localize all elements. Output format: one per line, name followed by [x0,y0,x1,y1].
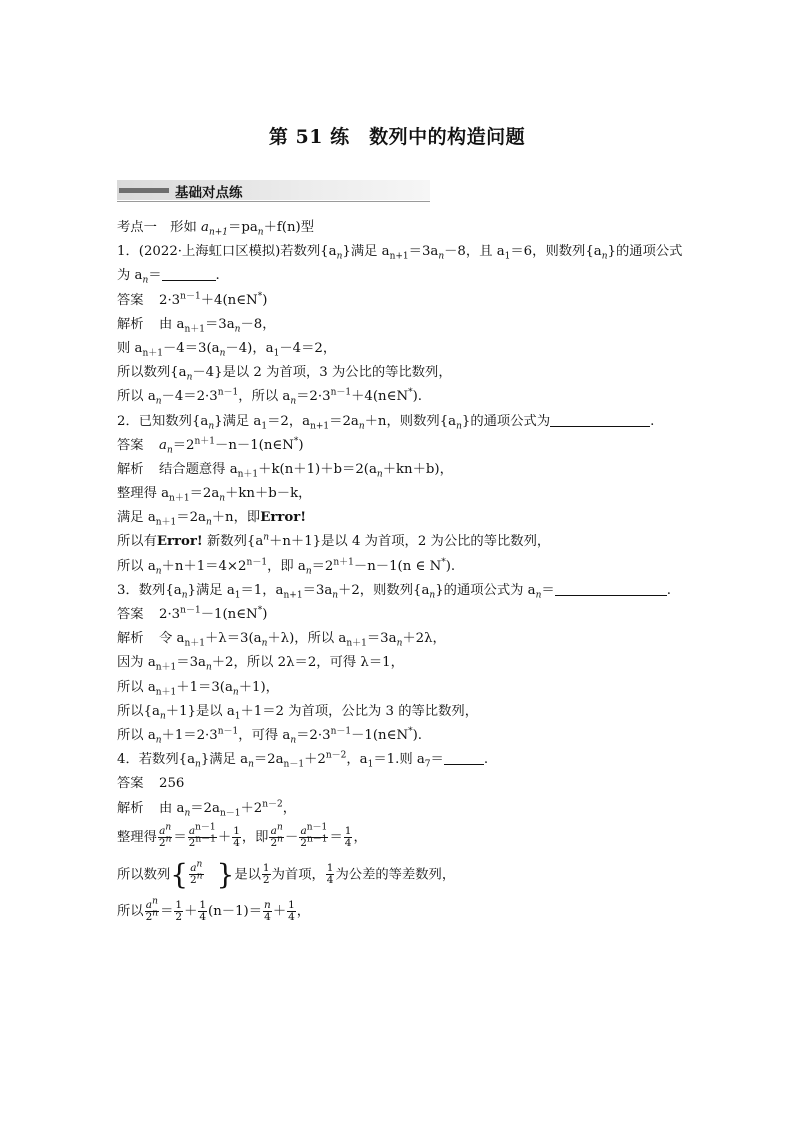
section-banner [117,180,430,203]
right-brace: } [216,857,235,891]
section-title: 基础对点练 [175,185,243,201]
analysis-3-step-4: 所以$\{a_n+1\}$是以 $a_1+1=2$ 为首项，公比为 3 的等比数列， [117,703,478,722]
answer-2: 答案 $a_n=2^{n+1}-n-1(n\in N^*)$ [117,436,304,456]
fraction: $\frac{1}{4}$ [233,824,240,849]
answer-blank [555,582,667,596]
answer-1: 答案 $2\cdot 3^{n-1}+4(n\in N^*)$ [117,291,268,308]
answer-blank [550,413,650,427]
fraction: $\frac{1}{4}$ [326,862,334,887]
page-title: 第 51 练 数列中的构造问题 [268,126,526,148]
analysis-1-step-2: 则 $a_{n+1}-4=3(a_n-4)$，$a_1-4=2$， [117,340,337,359]
analysis-3-step-5: 所以 $a_n+1=2\cdot 3^{n-1}$，可得 $a_n=2\cdot 3^{n-1}-1(n\in N^*)$. [117,726,423,746]
banner-underline [117,201,430,202]
question-4: 4．若数列$\{a_n\}$满足 $a_n=2a_{n-1}+2^{n-2}$，$a_1=1$.则 $a_7=$ . [117,750,489,770]
document-body [117,219,687,932]
fraction: $\frac{a^n}{2^n}$ [190,859,203,887]
question-3: 3．数列$\{a_n\}$满足 $a_1=1$，$a_{n+1}=3a_n+2$，则数列$\{a_n\}$的通项公式为 $a_n=$ . [117,582,671,601]
analysis-1-step-4: 所以 $a_n-4=2\cdot 3^{n-1}$，所以 $a_n=2\cdot 3^{n-1}+4(n\in N^*)$. [117,387,423,407]
answer-3: 答案 $2\cdot 3^{n-1}-1(n\in N^*)$ [117,605,268,622]
fraction: $\frac{1}{2}$ [262,862,270,887]
analysis-4-step-2: 整理得 $\frac{a^n}{2^n}$ ＝ $\frac{a^{n-1}}{2^{n-1}}$ ＋ $\frac{1}{4}$ ，即 $\frac{a^n}{2^n}$ － $\frac{a^{n-1}}{2^{n-1}}$ ＝ $\frac{1}{4}$ ， [117,822,367,849]
analysis-1-step-3: 所以数列$\{a_n-4\}$是以 2 为首项，3 为公比的等比数列， [117,365,452,383]
analysis-3-step-2: 因为 $a_{n+1}=3a_n+2$，所以 2λ＝2，可得 λ＝1， [117,655,404,674]
analysis-2-step-2: 整理得 $a_{n+1}=2a_n+kn+b-k$， [117,486,312,504]
answer-blank [162,267,216,281]
fraction: $\frac{a^n}{2^n}$ [145,896,159,923]
analysis-2-step-4: 所以有Error! 新数列$\{a^n+n+1\}$是以 4 为首项，2 为公比的等比数列， [117,533,551,550]
analysis-2-step-5: 所以 $a_n+n+1=4\times 2^{n-1}$，即 $a_n=2^{n+1}-n-1(n$ ∈ N*). [117,557,456,577]
fraction: $\frac{1}{4}$ [288,898,295,923]
question-1: 1．(2022·上海虹口区模拟)若数列$\{a_n\}$满足 $a_{n+1}=3a_n-8$，且 $a_1=6$，则数列$\{a_n\}$的通项公式 [117,244,683,262]
analysis-4-step-1: 解析 由 $a_n=2a_{n-1}+2^{n-2}$， [117,799,297,819]
analysis-3-step-1: 解析 令 $a_{n+1}+\lambda=3(a_n+\lambda)$，所以 $a_{n+1}=3a_n+2\lambda$， [117,631,446,649]
fraction: $\frac{1}{4}$ [199,898,207,923]
question-1-cont: 为 $a_n=$ . [117,268,220,287]
fraction: $\frac{n}{4}$ [264,898,271,923]
fraction: $\frac{1}{2}$ [175,898,183,923]
answer-blank [444,751,484,765]
analysis-1-step-1: 解析 由 $a_{n+1}=3a_n-8$， [117,316,276,335]
fraction: $\frac{a^{n-1}}{2^{n-1}}$ [300,822,328,849]
fraction: $\frac{a^n}{2^n}$ [270,822,283,849]
fraction: $\frac{a^{n-1}}{2^{n-1}}$ [188,822,216,849]
analysis-2-step-3: 满足 $a_{n+1}=2a_n+n$，即Error! [117,510,307,528]
fraction: $\frac{a^n}{2^n}$ [158,822,172,849]
question-2: 2．已知数列$\{a_n\}$满足 $a_1=2$，$a_{n+1}=2a_n+n$，则数列$\{a_n\}$的通项公式为 . [117,413,655,432]
analysis-4-step-4: 所以 $\frac{a^n}{2^n}$ ＝ $\frac{1}{2}$ ＋ $\frac{1}{4}$ (n－1)＝ $\frac{n}{4}$ ＋ $\frac{1}{4}$ ， [117,896,311,923]
fraction: $\frac{1}{4}$ [344,824,352,849]
banner-bar [119,188,169,193]
answer-4: 答案 256 [117,776,185,792]
topic-heading: 考点一 形如 $a_{n+1}=pa_n+f(n)$型 [117,220,315,238]
analysis-4-step-3: 所以数列{ $\frac{a^n}{2^n}$ }是以 $\frac{1}{2}$ 为首项， $\frac{1}{4}$ 为公差的等差数列， [117,857,456,891]
left-brace: { [170,857,189,891]
analysis-3-step-3: 所以 $a_{n+1}+1=3(a_n+1)$， [117,679,279,698]
analysis-2-step-1: 解析 结合题意得 $a_{n+1}+k(n+1)+b=2(a_n+kn+b)$， [117,461,453,480]
